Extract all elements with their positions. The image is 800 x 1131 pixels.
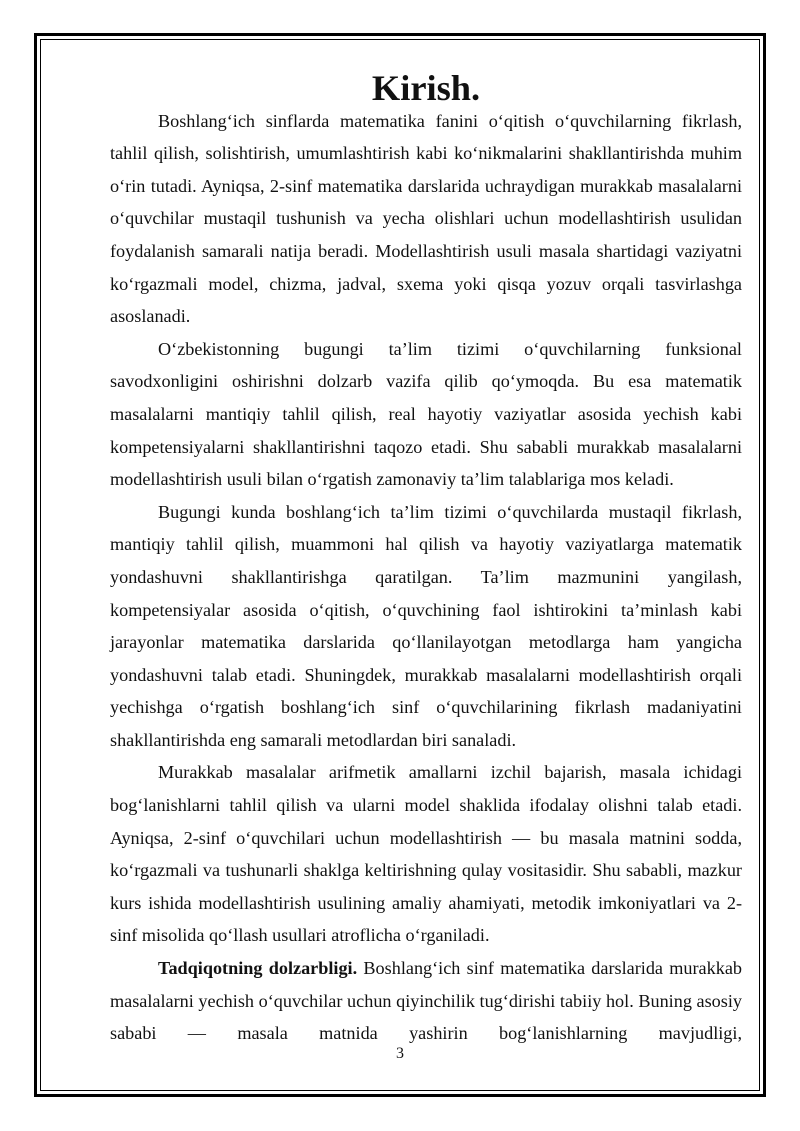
paragraph-lead: Tadqiqotning dolzarbligi. — [158, 958, 358, 979]
paragraph-education-system — [110, 333, 742, 496]
paragraph-text: Boshlang‘ich sinf matematika darslarida murakkab masalalarni yechish o‘quvchilar uchun qiyinchilik tug‘dirishi tabiiy hol. Buning asosiy sababi — masala matnida yashirin bog‘lanishlarning mavjudligi, — [110, 958, 742, 1044]
section-title: Kirish. — [371, 68, 481, 108]
paragraph-intro — [110, 105, 742, 333]
paragraph-text: Boshlang‘ich sinflarda matematika fanini o‘qitish o‘quvchilarning fikrlash, tahlil qilish, solishtirish, umumlashtirish kabi ko‘nikmalarini shakllantirishda muhim o‘rin tutadi. Ayniqsa, 2-sinf matematika darslarida uchraydigan murakkab masalalarni o‘quvchilar mustaqil tushunish va yecha olishlari uchun modellashtirish usulidan foydalanish samarali natija beradi. Modellashtirish usuli masala shartidagi vaziyatni ko‘rgazmali model, chizma, jadval, sxema yoki qisqa yozuv orqali tasvirlashga asoslanadi. — [110, 110, 742, 327]
paragraph-relevance — [110, 952, 742, 1050]
paragraph-modern-approach — [110, 496, 742, 757]
page-number: 3 — [396, 1045, 404, 1062]
paragraph-text: Bugungi kunda boshlang‘ich ta’lim tizimi o‘quvchilarda mustaqil fikrlash, mantiqiy tahlil qilish, muammoni hal qilish va hayotiy vaziyatlarga matematik yondashuvni shakllantirishga qaratilgan. Ta’lim mazmunini yangilash, kompetensiyalar asosida o‘qitish, o‘quvchining faol ishtirokini ta’minlash kabi jarayonlar matematika darslarida qo‘llanilayotgan metodlarga ham yangicha yondashuvni talab etadi. Shuningdek, murakkab masalalarni modellashtirish orqali yechishga o‘rgatish boshlang‘ich sinf o‘quvchilarining fikrlash madaniyatini shakllantirishda eng samarali metodlardan biri sanaladi. — [110, 501, 742, 750]
paragraph-text: Murakkab masalalar arifmetik amallarni izchil bajarish, masala ichidagi bog‘lanishlarni tahlil qilish va ularni model shaklida ifodalay olishni talab etadi. Ayniqsa, 2-sinf o‘quvchilari uchun modellashtirish — bu masala matnini sodda, ko‘rgazmali va tushunarli shaklga keltirishning qulay vositasidir. Shu sababli, mazkur kurs ishida modellashtirish usulining amaliy ahamiyati, metodik imkoniyatlari va 2-sinf misolida qo‘llash usullari atroflicha o‘rganiladi. — [110, 762, 742, 946]
document-body — [110, 68, 742, 1050]
paragraph-complex-problems — [110, 756, 742, 952]
paragraph-text: O‘zbekistonning bugungi ta’lim tizimi o‘quvchilarning funksional savodxonligini oshirishni dolzarb vazifa qilib qo‘ymoqda. Bu esa matematik masalalarni mantiqiy tahlil qilish, real hayotiy vaziyatlar asosida yechish kabi kompetensiyalarni shakllantirishni taqozo etadi. Shu sababli murakkab masalalarni modellashtirish usuli bilan o‘rgatish zamonaviy ta’lim talablariga mos keladi. — [110, 338, 742, 490]
